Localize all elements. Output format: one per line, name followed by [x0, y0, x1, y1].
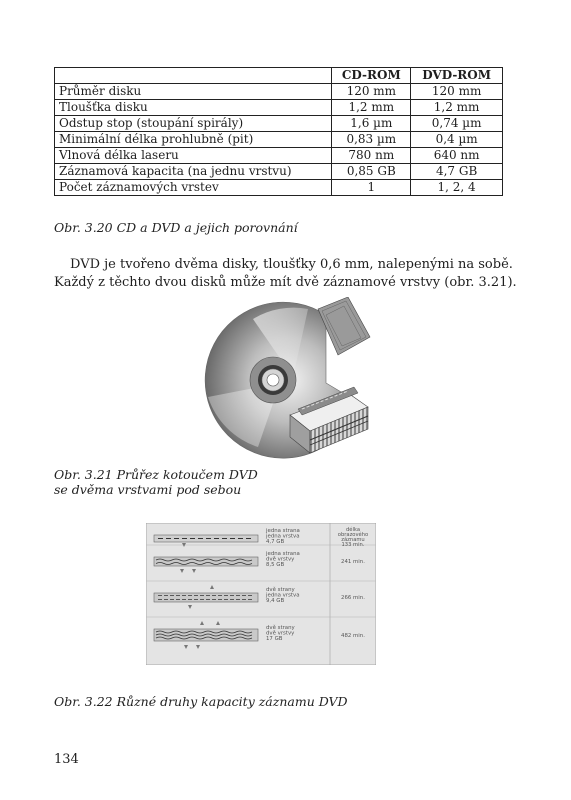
- row-description: 17 GB: [266, 636, 283, 642]
- table-cell: Odstup stop (stoupání spirály): [55, 116, 332, 132]
- table-cell: Vlnová délka laseru: [55, 148, 332, 164]
- figure-caption-3-20: Obr. 3.20 CD a DVD a jejich porovnání: [54, 220, 298, 235]
- table-row: [55, 180, 503, 196]
- time-header-line: 133 min.: [341, 542, 365, 548]
- paragraph-line: [54, 256, 524, 274]
- recording-time: 241 min.: [341, 559, 365, 565]
- row-description: dvě vrstvy: [266, 630, 295, 637]
- table-cell: 4,7 GB: [411, 164, 503, 180]
- row-description: dvě vrstvy: [266, 556, 295, 563]
- time-header-line: délka: [345, 527, 361, 533]
- table-cell: Minimální délka prohlubně (pit): [55, 132, 332, 148]
- page-number: 134: [54, 752, 79, 767]
- row-description: dvě strany: [266, 625, 295, 631]
- table-cell: Záznamová kapacita (na jednu vrstvu): [55, 164, 332, 180]
- caption-line: Obr. 3.21 Průřez kotoučem DVD: [54, 467, 258, 482]
- table-row: [55, 84, 503, 100]
- table-row: [55, 132, 503, 148]
- row-description: 4,7 GB: [266, 539, 285, 545]
- body-paragraph: [54, 256, 524, 292]
- row-description: jedna strana: [266, 551, 300, 557]
- table-cell: Průměr disku: [55, 84, 332, 100]
- table-cell: 1, 2, 4: [411, 180, 503, 196]
- table-cell: 0,85 GB: [332, 164, 411, 180]
- table-row: [55, 100, 503, 116]
- table-cell: 0,83 µm: [332, 132, 411, 148]
- table-cell: 0,74 µm: [411, 116, 503, 132]
- table-cell: 1,2 mm: [411, 100, 503, 116]
- figure-caption-3-22: Obr. 3.22 Různé druhy kapacity záznamu DVD: [54, 694, 348, 709]
- time-header-line: záznamu: [341, 537, 365, 543]
- table-cell: Počet záznamových vrstev: [55, 180, 332, 196]
- row-description: dvě strany: [266, 587, 295, 593]
- table-cell: 120 mm: [411, 84, 503, 100]
- comparison-table: [54, 67, 503, 196]
- recording-time: 482 min.: [341, 633, 365, 639]
- table-cell: 780 nm: [332, 148, 411, 164]
- row-description: jedna strana: [266, 528, 300, 534]
- figure-caption-3-21: [54, 467, 258, 497]
- table-cell: 1,6 µm: [332, 116, 411, 132]
- table-header-row: [55, 68, 503, 84]
- table-cell: 640 nm: [411, 148, 503, 164]
- table-row: [55, 116, 503, 132]
- row-description: jedna vrstva: [266, 533, 300, 540]
- table-header-cell: [55, 68, 332, 84]
- row-description: 9,4 GB: [266, 598, 285, 604]
- table-row: [55, 164, 503, 180]
- table-cell: 0,4 µm: [411, 132, 503, 148]
- recording-time: 266 min.: [341, 595, 365, 601]
- row-description: 8,5 GB: [266, 562, 285, 568]
- table-header-cell: DVD-ROM: [411, 68, 503, 84]
- dvd-cross-section-figure: [198, 297, 380, 459]
- table-cell: Tloušťka disku: [55, 100, 332, 116]
- row-description: jedna vrstva: [266, 592, 300, 599]
- table-header-cell: CD-ROM: [332, 68, 411, 84]
- paragraph-text: DVD je tvořeno dvěma disky, tloušťky 0,6 mm, nalepenými na sobě.: [70, 257, 513, 272]
- table-cell: 120 mm: [332, 84, 411, 100]
- caption-line: se dvěma vrstvami pod sebou: [54, 482, 242, 497]
- dvd-capacity-figure: [146, 523, 376, 665]
- paragraph-line: Každý z těchto dvou disků může mít dvě záznamové vrstvy (obr. 3.21).: [54, 275, 517, 290]
- disc-cross-section: [154, 593, 258, 602]
- table-cell: 1: [332, 180, 411, 196]
- time-header-line: obrazového: [337, 532, 369, 538]
- table-cell: 1,2 mm: [332, 100, 411, 116]
- table-row: [55, 148, 503, 164]
